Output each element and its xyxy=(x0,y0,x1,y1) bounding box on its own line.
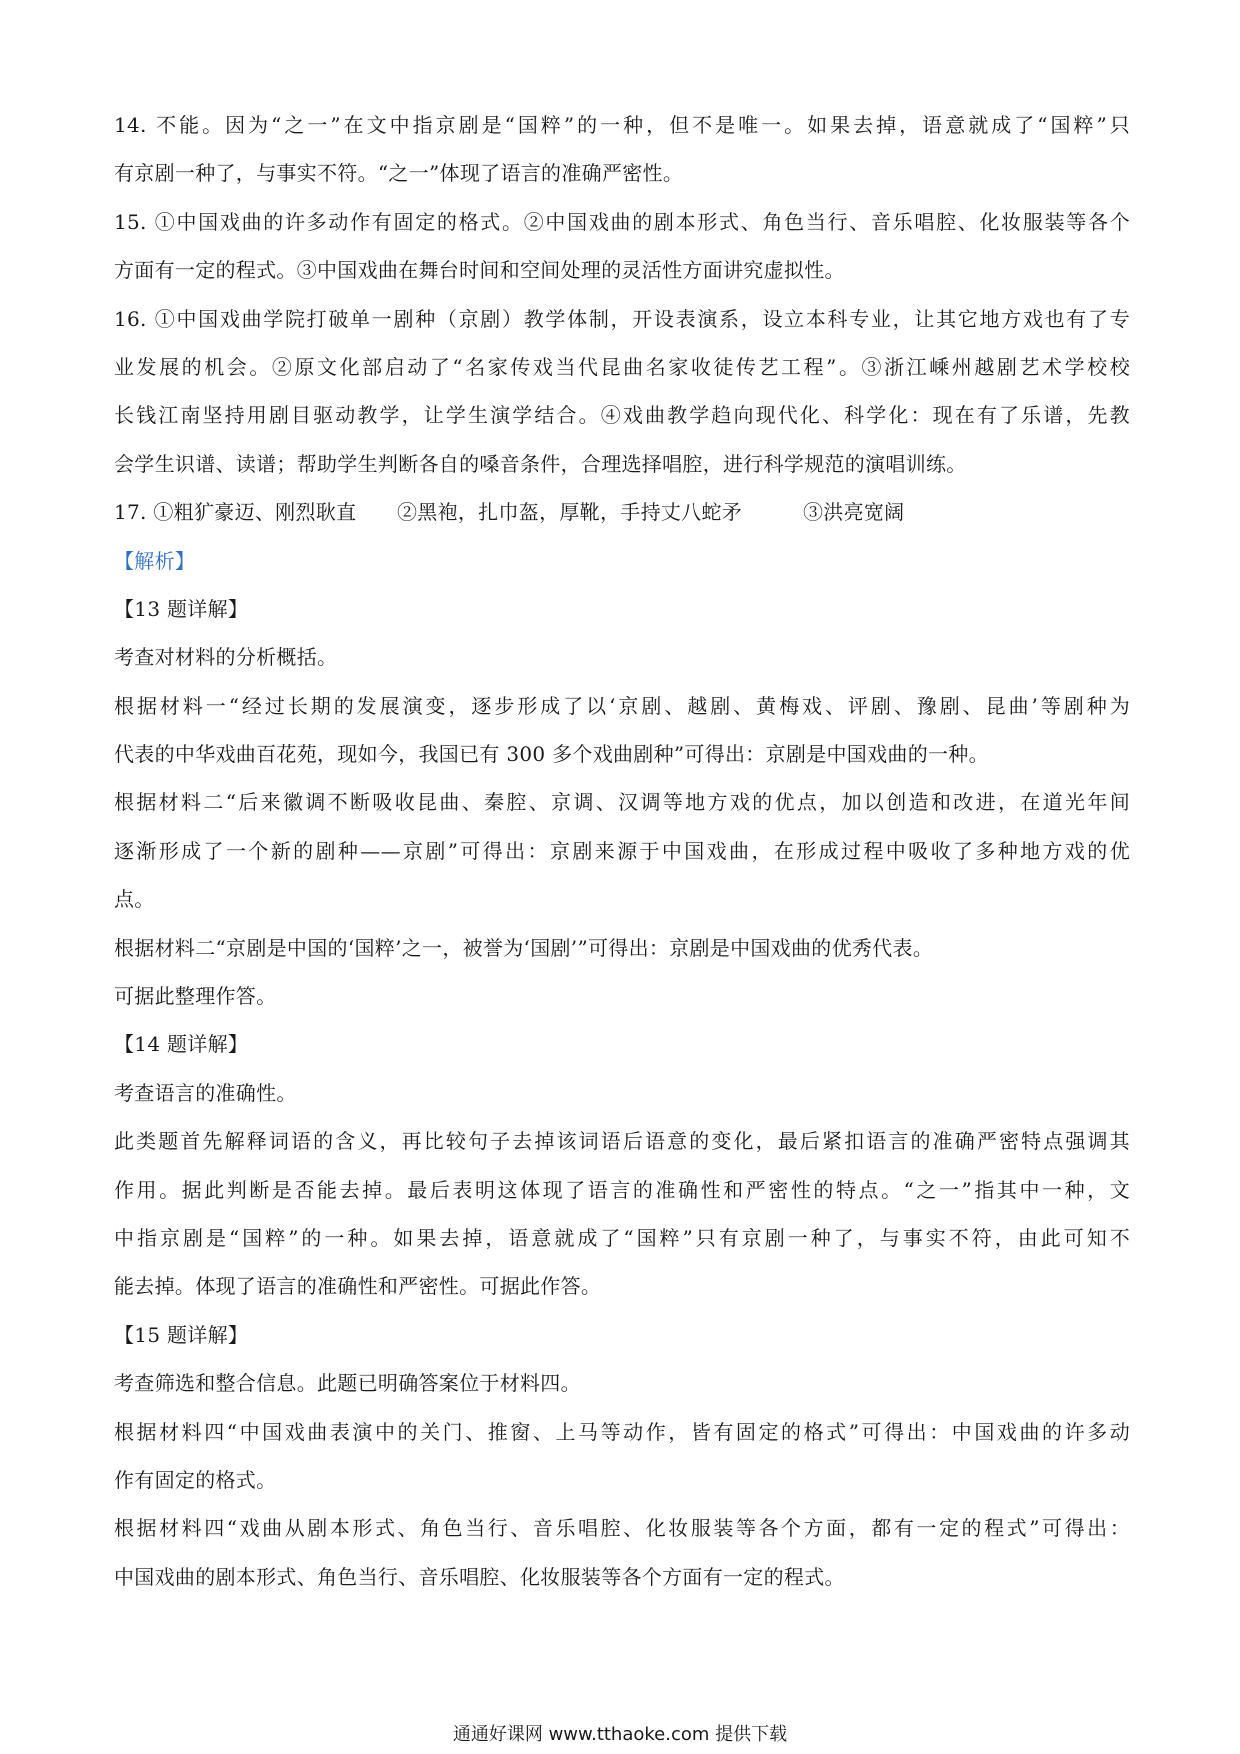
analysis-heading: 【解析】 xyxy=(114,548,196,573)
answer-16-line-1: 16. ①中国戏曲学院打破单一剧种（京剧）教学体制，开设表演系，设立本科专业，让其它地方戏也有了专 xyxy=(114,306,1130,331)
page-footer: 通通好课网 www.tthaoke.com 提供下载 xyxy=(452,1724,788,1745)
answer-14-line-1: 14. 不能。因为“之一”在文中指京剧是“国粹”的一种，但不是唯一。如果去掉，语意就成了“国粹”只 xyxy=(114,113,1130,137)
q13-detail-heading: 【13 题详解】 xyxy=(114,596,249,621)
answer-15-line-2: 方面有一定的程式。③中国戏曲在舞台时间和空间处理的灵活性方面讲究虚拟性。 xyxy=(114,258,845,283)
q15-paragraph-3-line-1: 根据材料四“戏曲从剧本形式、角色当行、音乐唱腔、化妆服装等各个方面，都有一定的程式”可得出： xyxy=(114,1516,1130,1541)
answer-content xyxy=(114,101,1130,1601)
answer-17-line: 17. ①粗犷豪迈、刚烈耿直 ②黑袍，扎巾盔，厚靴，手持丈八蛇矛 ③洪亮宽阔 xyxy=(114,500,905,525)
q14-detail-heading: 【14 题详解】 xyxy=(114,1032,249,1057)
answer-14-line-2: 有京剧一种了，与事实不符。“之一”体现了语言的准确严密性。 xyxy=(114,161,684,186)
q13-paragraph-1: 考查对材料的分析概括。 xyxy=(114,645,338,670)
q14-paragraph-1: 考查语言的准确性。 xyxy=(114,1080,297,1105)
q14-paragraph-2-line-3: 中指京剧是“国粹”的一种。如果去掉，语意就成了“国粹”只有京剧一种了，与事实不符，由此可知不 xyxy=(114,1225,1130,1250)
q15-detail-heading: 【15 题详解】 xyxy=(114,1322,249,1347)
q13-paragraph-2-line-2: 代表的中华戏曲百花苑，现如今，我国已有 300 多个戏曲剧种”可得出：京剧是中国戏曲的一种。 xyxy=(114,742,989,767)
answer-16-line-2: 业发展的机会。②原文化部启动了“名家传戏当代昆曲名家收徒传艺工程”。③浙江嵊州越剧艺术学校校 xyxy=(114,354,1130,379)
q13-paragraph-3-line-1: 根据材料二“后来徽调不断吸收昆曲、秦腔、京调、汉调等地方戏的优点，加以创造和改进，在道光年间 xyxy=(114,790,1130,815)
q13-paragraph-4: 根据材料二“京剧是中国的‘国粹’之一，被誉为‘国剧’”可得出：京剧是中国戏曲的优秀代表。 xyxy=(114,935,934,960)
q15-paragraph-2-line-1: 根据材料四“中国戏曲表演中的关门、推窗、上马等动作，皆有固定的格式”可得出：中国戏曲的许多动 xyxy=(114,1419,1130,1444)
q13-paragraph-3-line-3: 点。 xyxy=(114,887,155,912)
answer-16-line-4: 会学生识谱、读谱；帮助学生判断各自的嗓音条件，合理选择唱腔，进行科学规范的演唱训练。 xyxy=(114,451,967,476)
answer-15-line-1: 15. ①中国戏曲的许多动作有固定的格式。②中国戏曲的剧本形式、角色当行、音乐唱腔、化妆服装等各个 xyxy=(114,209,1130,234)
q13-paragraph-2-line-1: 根据材料一“经过长期的发展演变，逐步形成了以‘京剧、越剧、黄梅戏、评剧、豫剧、昆曲’等剧种为 xyxy=(114,693,1130,718)
q15-paragraph-1: 考查筛选和整合信息。此题已明确答案位于材料四。 xyxy=(114,1371,581,1396)
q14-paragraph-2-line-4: 能去掉。体现了语言的准确性和严密性。可据此作答。 xyxy=(114,1274,602,1299)
q14-paragraph-2-line-1: 此类题首先解释词语的含义，再比较句子去掉该词语后语意的变化，最后紧扣语言的准确严密特点强调其 xyxy=(114,1129,1130,1154)
answer-16-line-3: 长钱江南坚持用剧目驱动教学，让学生演学结合。④戏曲教学趋向现代化、科学化：现在有了乐谱，先教 xyxy=(114,403,1130,428)
q13-paragraph-5: 可据此整理作答。 xyxy=(114,984,277,1009)
q15-paragraph-3-line-2: 中国戏曲的剧本形式、角色当行、音乐唱腔、化妆服装等各个方面有一定的程式。 xyxy=(114,1564,845,1589)
q15-paragraph-2-line-2: 作有固定的格式。 xyxy=(114,1467,277,1492)
q14-paragraph-2-line-2: 作用。据此判断是否能去掉。最后表明这体现了语言的准确性和严密性的特点。“之一”指其中一种，文 xyxy=(114,1177,1130,1202)
q13-paragraph-3-line-2: 逐渐形成了一个新的剧种——京剧”可得出：京剧来源于中国戏曲，在形成过程中吸收了多种地方戏的优 xyxy=(114,838,1130,863)
